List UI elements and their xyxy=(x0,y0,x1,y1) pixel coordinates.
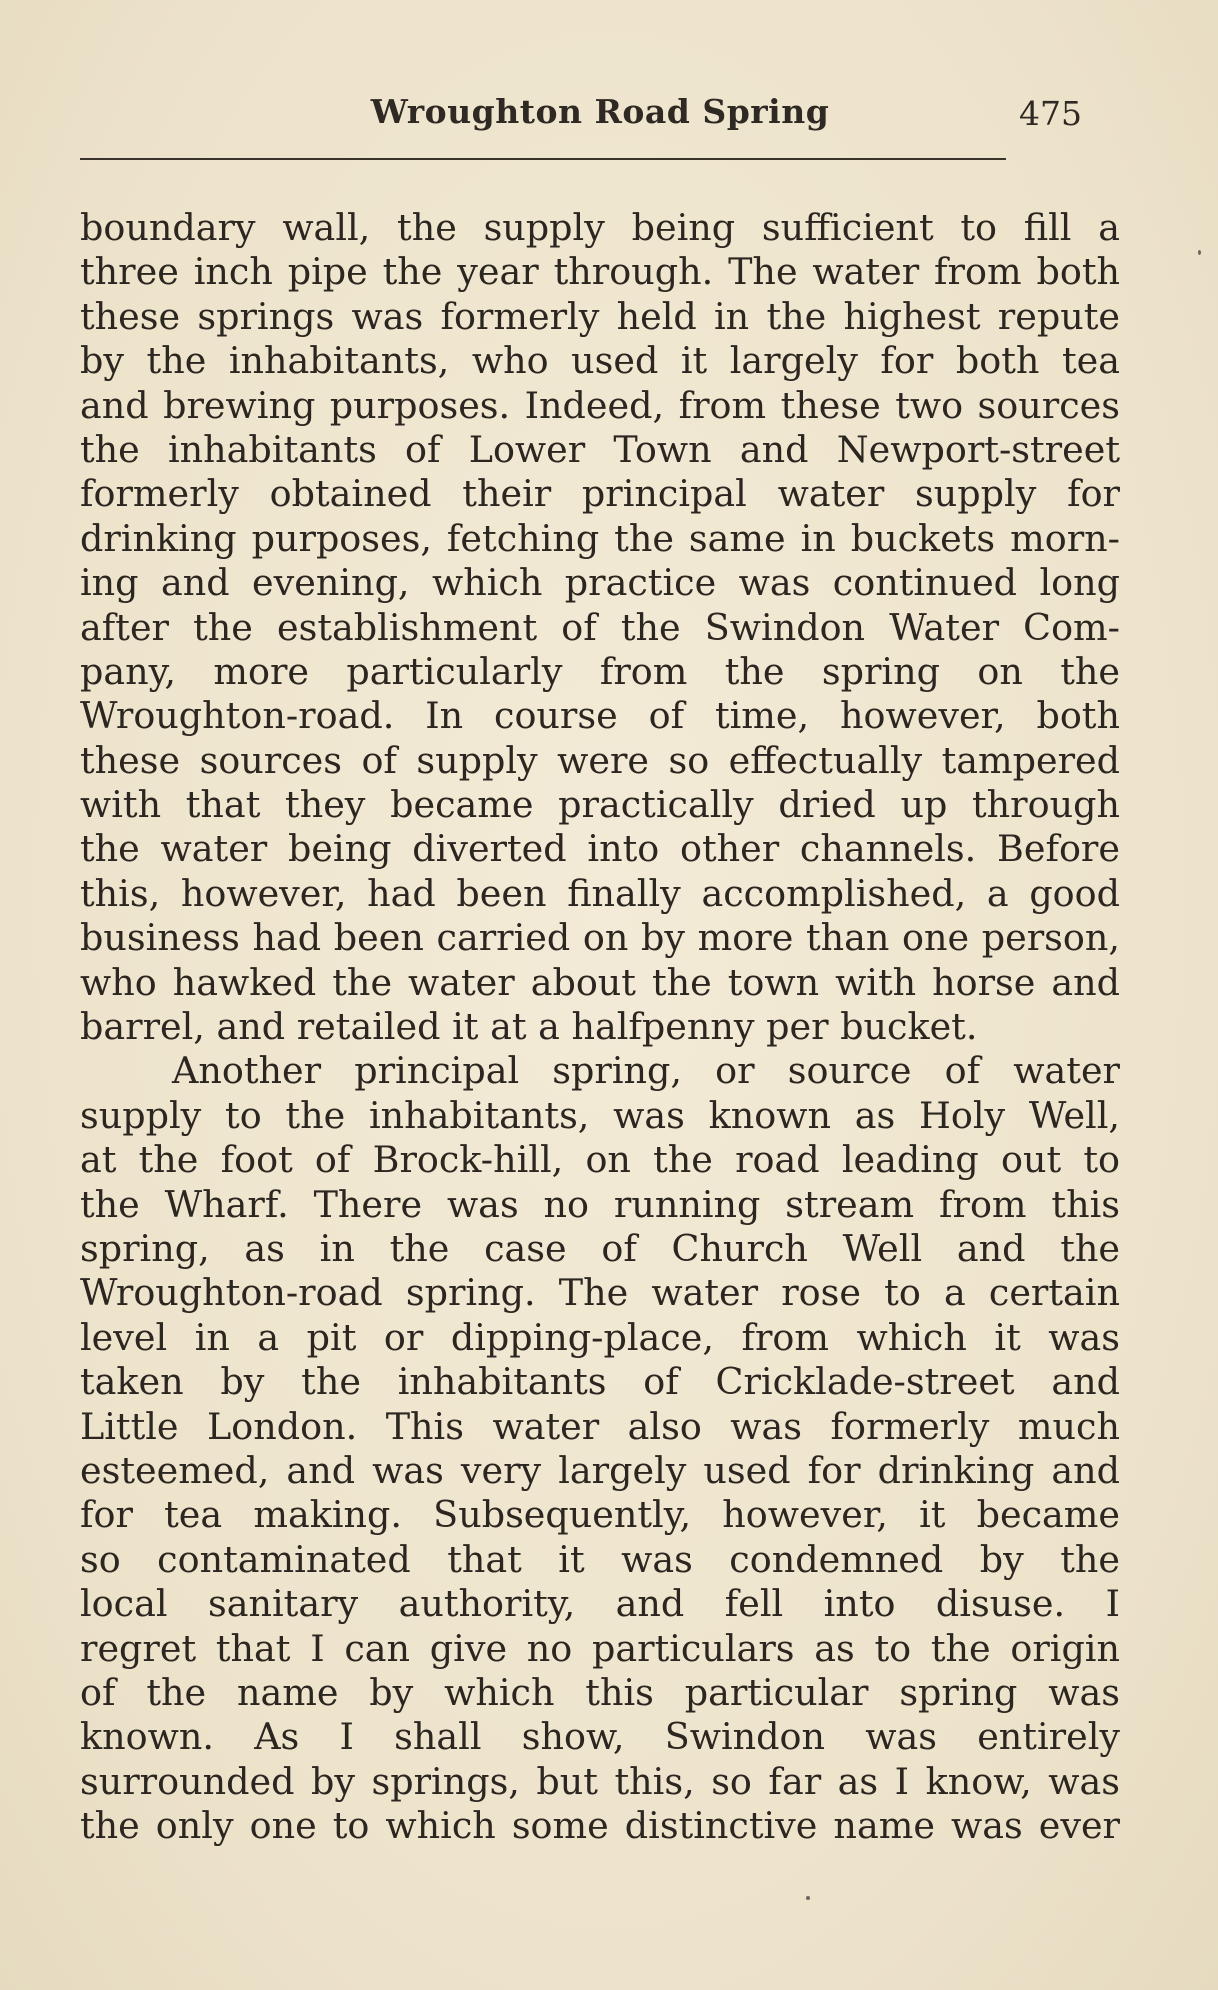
text-line: this, however, had been finally accomplished, a good xyxy=(80,871,1120,915)
text-line: the inhabitants of Lower Town and Newport-street xyxy=(80,427,1120,471)
text-line: by the inhabitants, who used it largely for both tea xyxy=(80,339,1120,383)
text-line: esteemed, and was very largely used for drinking and xyxy=(80,1448,1120,1492)
text-line: Wroughton-road spring. The water rose to a certain xyxy=(80,1271,1120,1315)
text-line: the Wharf. There was no running stream from this xyxy=(80,1182,1120,1226)
text-line: drinking purposes, fetching the same in buckets morn- xyxy=(80,516,1120,560)
text-line: after the establishment of the Swindon Water Com- xyxy=(80,605,1120,649)
text-line: at the foot of Brock-hill, on the road leading out to xyxy=(80,1138,1120,1182)
paper-speck xyxy=(1198,250,1201,255)
text-line: ing and evening, which practice was continued long xyxy=(80,561,1120,605)
text-line: known. As I shall show, Swindon was entirely xyxy=(80,1715,1120,1759)
text-line: with that they became practically dried up through xyxy=(80,783,1120,827)
text-line: barrel, and retailed it at a halfpenny per bucket. xyxy=(80,1005,978,1049)
text-line: of the name by which this particular spring was xyxy=(80,1670,1120,1714)
page-number: 475 xyxy=(1019,94,1082,133)
text-line: taken by the inhabitants of Cricklade-street and xyxy=(80,1360,1120,1404)
body-text xyxy=(80,206,1120,1848)
text-line: boundary wall, the supply being sufficient to fill a xyxy=(80,206,1120,249)
text-line: these springs was formerly held in the highest repute xyxy=(80,294,1120,338)
text-line: who hawked the water about the town with horse and xyxy=(80,960,1120,1004)
paper-speck xyxy=(806,1896,810,1900)
text-line: and brewing purposes. Indeed, from these two sources xyxy=(80,383,1120,427)
text-line: three inch pipe the year through. The water from both xyxy=(80,250,1120,294)
text-line: these sources of supply were so effectually tampered xyxy=(80,738,1120,782)
page-header xyxy=(80,84,1120,144)
text-line: Another principal spring, or source of water xyxy=(172,1049,1120,1093)
text-line: spring, as in the case of Church Well and the xyxy=(80,1226,1120,1270)
text-line: local sanitary authority, and fell into disuse. I xyxy=(80,1582,1120,1626)
text-line: business had been carried on by more than one person, xyxy=(80,916,1120,960)
text-line: Wroughton-road. In course of time, however, both xyxy=(80,694,1120,738)
text-line: regret that I can give no particulars as to the origin xyxy=(80,1626,1120,1670)
text-line: the water being diverted into other channels. Before xyxy=(80,827,1120,871)
text-line: supply to the inhabitants, was known as Holy Well, xyxy=(80,1093,1120,1137)
text-line: the only one to which some distinctive name was ever xyxy=(80,1804,1120,1848)
text-line: so contaminated that it was condemned by the xyxy=(80,1537,1120,1581)
text-line: Little London. This water also was formerly much xyxy=(80,1404,1120,1448)
text-line: pany, more particularly from the spring on the xyxy=(80,649,1120,693)
text-line: level in a pit or dipping-place, from which it was xyxy=(80,1315,1120,1359)
text-line: surrounded by springs, but this, so far as I know, was xyxy=(80,1759,1120,1803)
text-line: formerly obtained their principal water supply for xyxy=(80,472,1120,516)
header-rule xyxy=(80,158,1006,160)
text-line: for tea making. Subsequently, however, it became xyxy=(80,1493,1120,1537)
running-head: Wroughton Road Spring xyxy=(370,92,830,131)
